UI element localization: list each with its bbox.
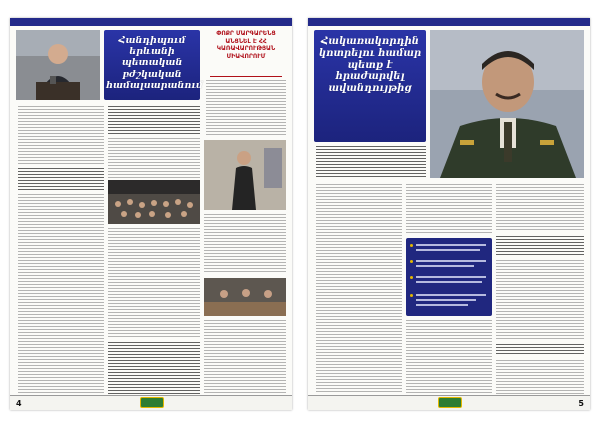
right-page-number: 5 [578,399,584,408]
right-bullet-line [416,276,486,278]
left-footer-logo [140,397,164,408]
right-column-3-bottom [496,360,584,394]
left-column-1-continued [18,194,104,394]
right-bullet-line [416,294,486,296]
right-page [308,18,590,410]
left-sidebar-heading: ՓՈՔՐ ՄԱՐԳԱՐԵՆՑ ԱՆՑՆԵԼ Է ՀՀ ԿԱՌԱՎԱՐՈՒԹՅԱՆ ՄԻԱՎՈՐՈՒՄ [216,30,276,60]
right-column-3-subhead [496,344,584,356]
right-column-1-text [316,184,402,394]
right-column-3-text [496,184,584,232]
right-bullet-line [416,244,486,246]
left-meeting-photo [204,278,286,316]
left-column-2-bottom [108,342,200,394]
right-bullet-line [416,304,468,306]
right-bullet-line [416,281,482,283]
left-header-band [10,18,292,26]
right-bullet-line [416,299,476,301]
right-column-2-continued [406,320,492,394]
left-column-3-text [204,214,286,274]
left-auditorium-photo [108,180,200,224]
right-bullet-dot [410,260,413,263]
right-column-3-continued [496,260,584,340]
left-column-2-text [108,138,200,178]
left-column-1-quote [18,168,104,192]
right-header-band [308,18,590,26]
left-page [10,18,292,410]
right-bullet-line [416,265,474,267]
left-page-number: 4 [16,399,22,408]
right-column-3-lead [496,236,584,256]
right-bullet-dot [410,244,413,247]
right-column-2-text [406,184,492,234]
left-lead-photo [16,30,100,100]
left-sidebar-text [206,80,286,136]
left-sidebar-rule [210,76,282,77]
right-footer-logo [438,397,462,408]
right-bullet-dot [410,276,413,279]
right-bullet-line [416,249,480,251]
right-lead-text [316,146,426,178]
right-bullet-dot [410,294,413,297]
left-column-3-continued [204,320,286,394]
right-bullet-line [416,260,486,262]
left-column-1-text [18,106,104,166]
right-headline: Հակառակորդին կոտրելու համար պետք է հրաժարվել ավանդույթից [318,36,422,95]
left-column-2-lead [108,106,200,136]
right-portrait-photo [430,30,584,178]
left-speaker-photo [204,140,286,210]
left-column-2-continued [108,228,200,338]
left-headline: Հանդիպում երևանի պետական բժշկական համալսարանում [106,35,203,91]
